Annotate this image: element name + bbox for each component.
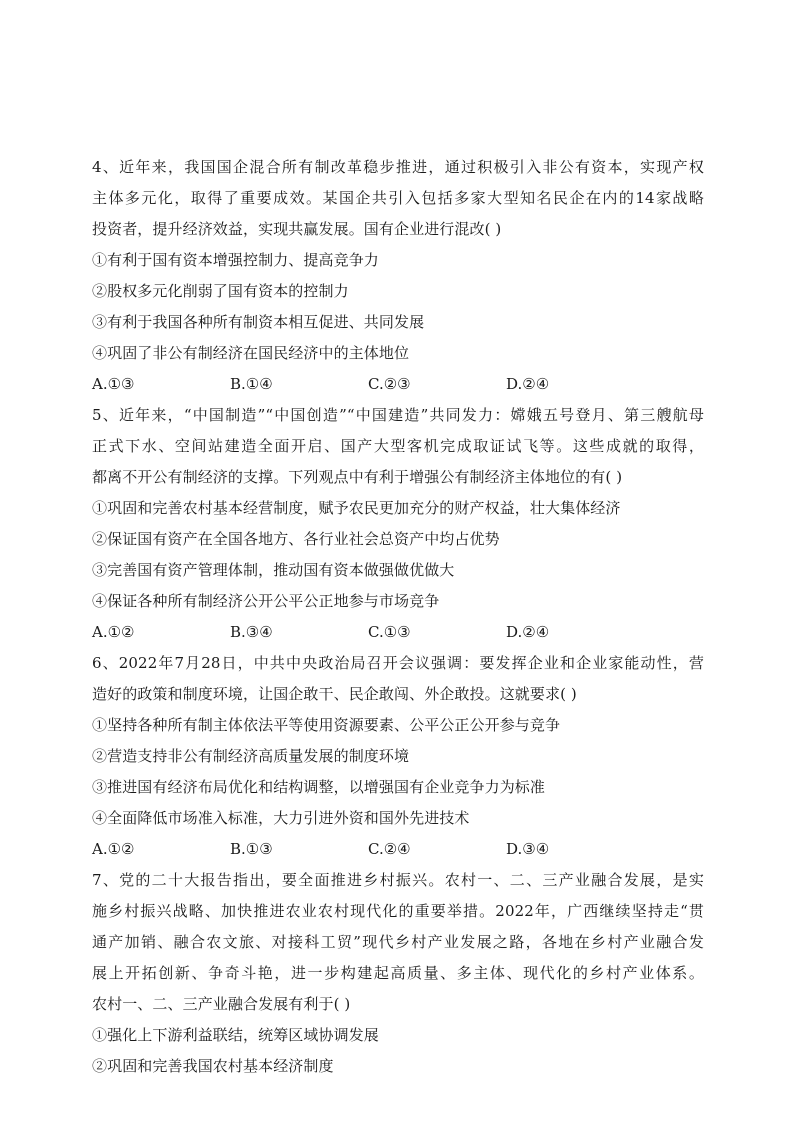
choice-b[interactable]: B.①④ xyxy=(230,375,273,393)
question-stem-line: 施乡村振兴战略、加快推进农业农村现代化的重要举措。2022年，广西继续坚持走“贯 xyxy=(92,902,704,920)
question-stem-line: 主体多元化，取得了重要成效。某国企共引入包括多家大型知名民企在内的14家战略 xyxy=(92,189,704,207)
question-5 xyxy=(92,400,704,648)
answer-choices xyxy=(92,369,704,400)
choice-a[interactable]: A.①③ xyxy=(92,375,135,393)
question-stem-line: 展上开拓创新、争奇斗艳，进一步构建起高质量、多主体、现代化的乡村产业体系。 xyxy=(92,964,704,982)
choice-b[interactable]: B.①③ xyxy=(230,840,273,858)
question-stem-line: 正式下水、空间站建造全面开启、国产大型客机完成取证试飞等。这些成就的取得， xyxy=(92,437,704,455)
question-stem-line: 4、近年来，我国国企混合所有制改革稳步推进，通过积极引入非公有资本，实现产权 xyxy=(92,158,704,176)
question-stem-line: 投资者，提升经济效益，实现共赢发展。国有企业进行混改( ) xyxy=(92,220,502,238)
statement-item: ②巩固和完善我国农村基本经济制度 xyxy=(92,1057,334,1075)
answer-choices xyxy=(92,617,704,648)
question-stem-line: 5、近年来，“中国制造”“中国创造”“中国建造”共同发力：嫦娥五号登月、第三艘航母 xyxy=(92,406,704,424)
choice-c[interactable]: C.①③ xyxy=(368,623,411,641)
statement-item: ①巩固和完善农村基本经营制度，赋予农民更加充分的财产权益，壮大集体经济 xyxy=(92,499,621,517)
question-stem-line: 农村一、二、三产业融合发展有利于( ) xyxy=(92,995,351,1013)
question-7 xyxy=(92,865,704,1082)
statement-item: ④巩固了非公有制经济在国民经济中的主体地位 xyxy=(92,344,410,362)
choice-a[interactable]: A.①② xyxy=(92,623,135,641)
question-stem-line: 都离不开公有制经济的支撑。下列观点中有利于增强公有制经济主体地位的有( ) xyxy=(92,468,623,486)
question-stem-line: 7、党的二十大报告指出，要全面推进乡村振兴。农村一、二、三产业融合发展，是实 xyxy=(92,871,704,889)
question-6 xyxy=(92,648,704,865)
statement-item: ②股权多元化削弱了国有资本的控制力 xyxy=(92,282,349,300)
statement-item: ②营造支持非公有制经济高质量发展的制度环境 xyxy=(92,747,410,765)
question-stem-line: 6、2022年7月28日，中共中央政治局召开会议强调：要发挥企业和企业家能动性，营 xyxy=(92,654,704,672)
statement-item: ③推进国有经济布局优化和结构调整，以增强国有企业竞争力为标准 xyxy=(92,778,546,796)
statement-item: ④全面降低市场准入标准，大力引进外资和国外先进技术 xyxy=(92,809,470,827)
statement-item: ③完善国有资产管理体制，推动国有资本做强做优做大 xyxy=(92,561,455,579)
statement-item: ③有利于我国各种所有制资本相互促进、共同发展 xyxy=(92,313,425,331)
question-4 xyxy=(92,152,704,400)
statement-item: ④保证各种所有制经济公开公平公正地参与市场竞争 xyxy=(92,592,440,610)
choice-c[interactable]: C.②③ xyxy=(368,375,411,393)
question-stem-line: 造好的政策和制度环境，让国企敢干、民企敢闯、外企敢投。这就要求( ) xyxy=(92,685,577,703)
choice-b[interactable]: B.③④ xyxy=(230,623,273,641)
statement-item: ②保证国有资产在全国各地方、各行业社会总资产中均占优势 xyxy=(92,530,500,548)
question-stem-line: 通产加销、融合农文旅、对接科工贸”现代乡村产业发展之路，各地在乡村产业融合发 xyxy=(92,933,704,951)
choice-d[interactable]: D.③④ xyxy=(506,840,550,858)
choice-d[interactable]: D.②④ xyxy=(506,375,550,393)
statement-item: ①有利于国有资本增强控制力、提高竞争力 xyxy=(92,251,379,269)
statement-item: ①坚持各种所有制主体依法平等使用资源要素、公平公正公开参与竞争 xyxy=(92,716,561,734)
exam-page xyxy=(92,152,704,1082)
statement-item: ①强化上下游利益联结，统筹区域协调发展 xyxy=(92,1026,379,1044)
choice-a[interactable]: A.①② xyxy=(92,840,135,858)
answer-choices xyxy=(92,834,704,865)
choice-d[interactable]: D.②④ xyxy=(506,623,550,641)
choice-c[interactable]: C.②④ xyxy=(368,840,411,858)
